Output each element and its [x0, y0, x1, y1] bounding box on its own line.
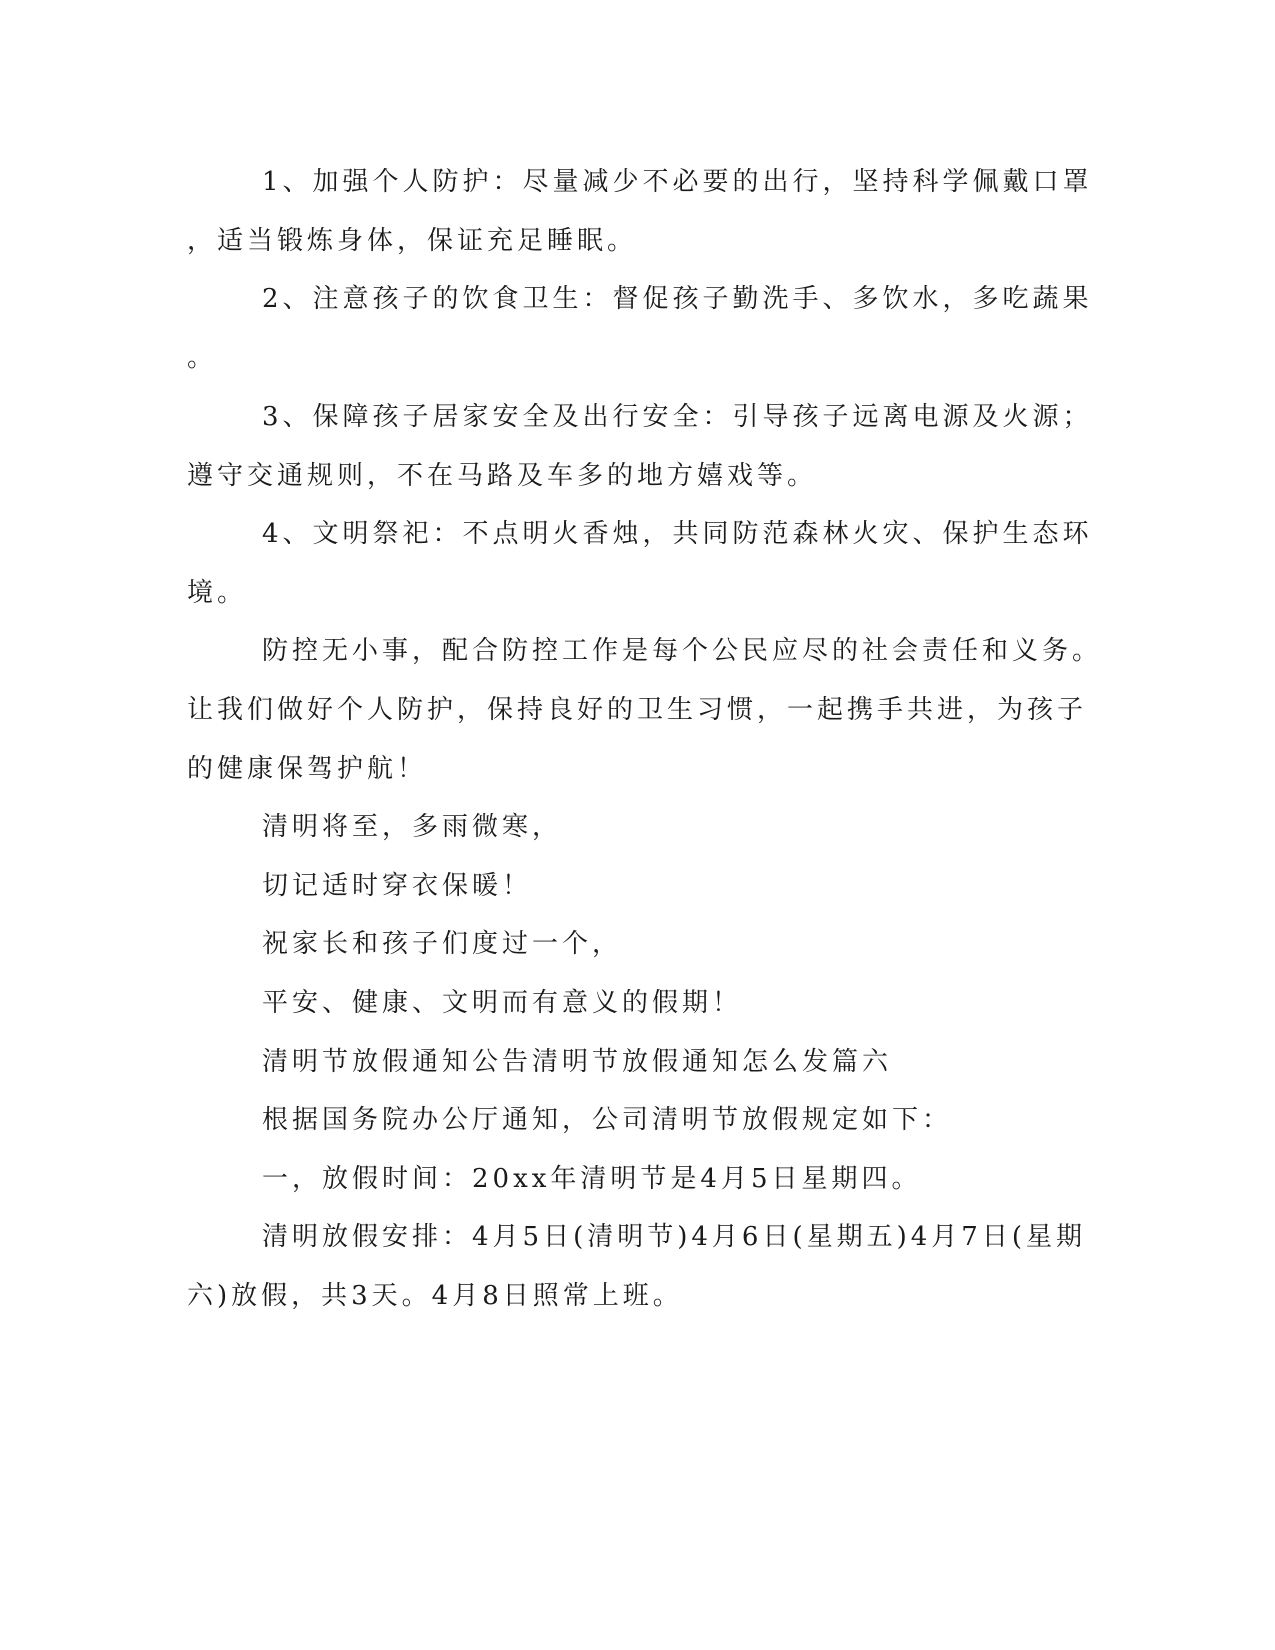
- item-2-line-2: 。: [187, 343, 218, 373]
- item-4-line-2: 境。: [187, 578, 248, 608]
- item-3-line-1: 3、保障孩子居家安全及出行安全：引导孩子远离电源及火源；: [262, 402, 1093, 432]
- item-2-line-1: 2、注意孩子的饮食卫生：督促孩子勤洗手、多饮水，多吃蔬果: [262, 284, 1093, 314]
- notice-intro: 根据国务院办公厅通知，公司清明节放假规定如下：: [262, 1105, 953, 1135]
- paragraph-prevention-line-2: 让我们做好个人防护，保持良好的卫生习惯，一起携手共进，为孩子: [187, 695, 1088, 725]
- holiday-schedule-line-2: 六)放假，共3天。4月8日照常上班。: [187, 1281, 683, 1311]
- item-1-line-2: ，适当锻炼身体，保证充足睡眠。: [187, 226, 638, 256]
- item-3-line-2: 遵守交通规则，不在马路及车多的地方嬉戏等。: [187, 461, 818, 491]
- holiday-time: 一，放假时间：20xx年清明节是4月5日星期四。: [262, 1164, 922, 1194]
- paragraph-prevention-line-3: 的健康保驾护航！: [187, 754, 428, 784]
- item-4-line-1: 4、文明祭祀：不点明火香烛，共同防范森林火灾、保护生态环: [262, 519, 1093, 549]
- greeting-line-4: 平安、健康、文明而有意义的假期！: [262, 988, 743, 1018]
- greeting-line-1: 清明将至，多雨微寒，: [262, 812, 563, 842]
- greeting-line-3: 祝家长和孩子们度过一个，: [262, 929, 623, 959]
- paragraph-prevention-line-1: 防控无小事，配合防控工作是每个公民应尽的社会责任和义务。: [262, 636, 1103, 666]
- holiday-schedule-line-1: 清明放假安排：4月5日(清明节)4月6日(星期五)4月7日(星期: [262, 1222, 1086, 1252]
- item-1-line-1: 1、加强个人防护：尽量减少不必要的出行，坚持科学佩戴口罩: [262, 167, 1093, 197]
- section-title: 清明节放假通知公告清明节放假通知怎么发篇六: [262, 1047, 893, 1077]
- greeting-line-2: 切记适时穿衣保暖！: [262, 871, 533, 901]
